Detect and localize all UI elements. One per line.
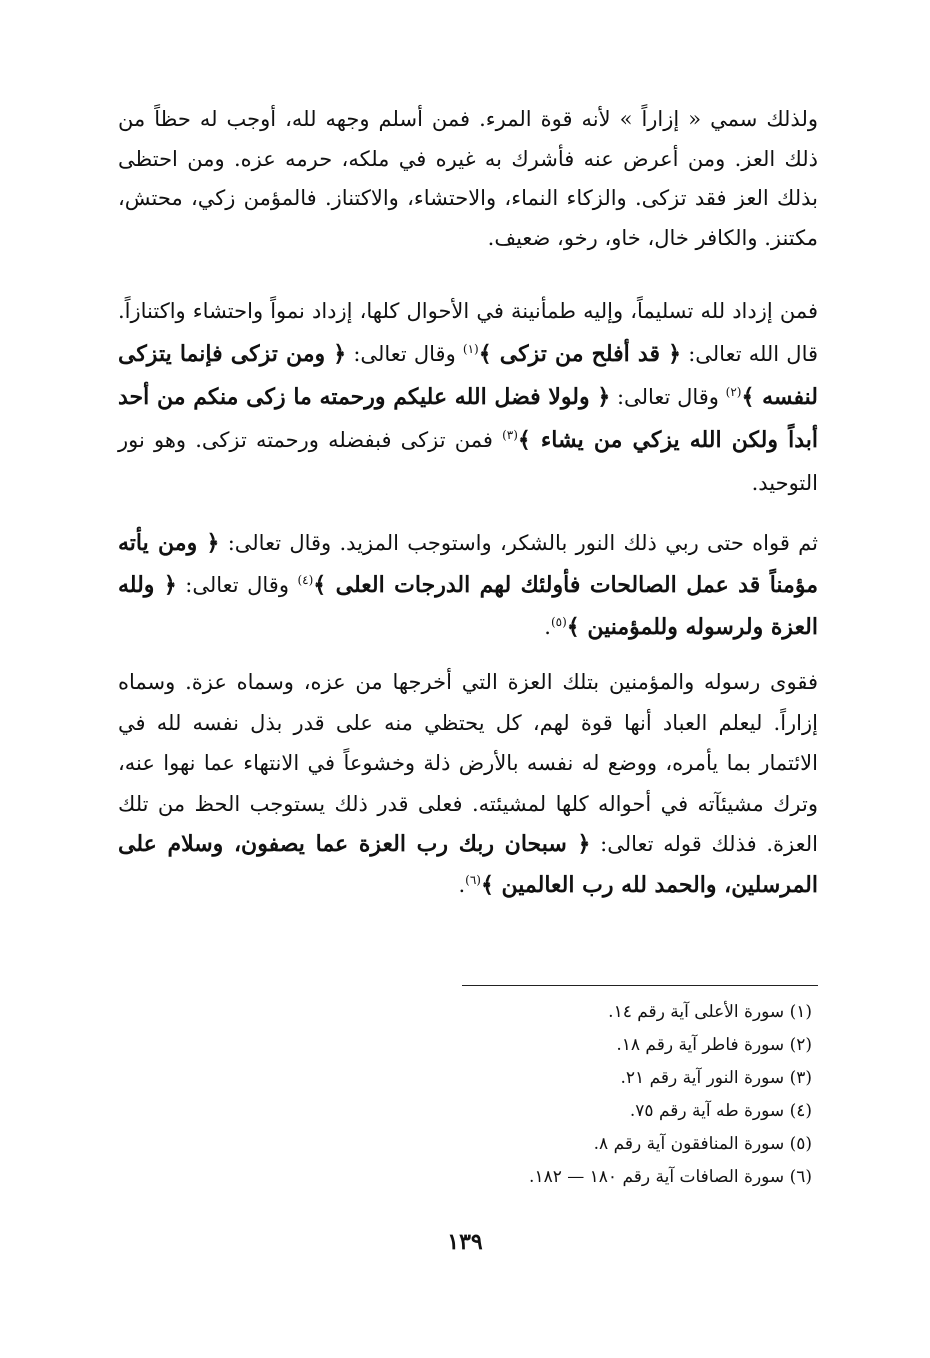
paragraph-2-text-1: فمن إزداد لله تسليماً، وإليه طمأنينة في الأحوال كلها، إزداد نمواً واحتشاء واكتنازاً. قال الله تعالى: [118, 299, 819, 366]
paragraph-3-text-2: وقال تعالى: [185, 573, 289, 597]
paragraph-2-text-3: وقال تعالى: [616, 385, 719, 409]
footnote-ref-3: (٣) [502, 428, 518, 442]
page-number: ١٣٩ [447, 1229, 483, 1255]
quran-verse-3: ﴿ ولولا فضل الله عليكم ورحمته ما زكى منكم من أحد أبداً ولكن الله يزكي من يشاء ﴾ [118, 384, 818, 453]
footnote-6: (٦) سورة الصافات آية رقم ١٨٠ — ١٨٢. [529, 1167, 812, 1187]
footnote-3: (٣) سورة النور آية رقم ٢١. [620, 1068, 812, 1088]
quran-verse-1: ﴿ قد أفلح من تزكى ﴾ [478, 341, 682, 367]
paragraph-3-end: . [544, 615, 551, 639]
paragraph-4 [118, 662, 818, 905]
footnote-5: (٥) سورة المنافقون آية رقم ٨. [593, 1134, 812, 1154]
paragraph-3-text-1: ثم قواه حتى ربي ذلك النور بالشكر، واستوجب المزيد. وقال تعالى: [227, 531, 818, 555]
paragraph-3 [118, 522, 818, 648]
paragraph-1-text: ولذلك سمي « إزاراً » لأنه قوة المرء. فمن أسلم وجهه لله، أوجب له حظاً من ذلك العز. ومن أعرض عنه فأشرك به غيره في ملكه، حرمه عزه. ومن احتظى بذلك العز فقد تزكى. والزكاء النماء، والاحتشاء، والاكتناز. فالمؤمن زكي، محتش، مكتنز. والكافر خال، خاو، رخو، ضعيف. [118, 107, 818, 250]
footnote-4: (٤) سورة طه آية رقم ٧٥. [629, 1101, 812, 1121]
quran-verse-6: ﴿ سبحان ربك رب العزة عما يصفون، وسلام على المرسلين، والحمد لله رب العالمين ﴾ [118, 831, 818, 898]
footnote-divider [462, 985, 818, 986]
footnote-ref-6: (٦) [465, 872, 481, 887]
footnote-ref-2: (٢) [725, 385, 742, 399]
footnote-ref-4: (٤) [297, 573, 314, 587]
paragraph-2-text-4: فمن تزكى فبفضله ورحمته تزكى. وهو نور التوحيد. [118, 428, 818, 495]
quran-verse-2: ﴿ ومن تزكى فإنما يتزكى لنفسه ﴾ [118, 341, 818, 410]
quran-verse-4: ﴿ ومن يأته مؤمناً قد عمل الصالحات فأولئك لهم الدرجات العلى ﴾ [118, 530, 818, 598]
paragraph-4-end: . [458, 872, 466, 897]
footnotes [392, 996, 812, 1194]
footnote-ref-1: (١) [462, 342, 479, 356]
footnote-1: (١) سورة الأعلى آية رقم ١٤. [608, 1002, 812, 1022]
quran-verse-5: ﴿ ولله العزة ولرسوله وللمؤمنين ﴾ [118, 572, 818, 640]
paragraph-2-text-2: وقال تعالى: [353, 342, 456, 366]
paragraph-2 [118, 290, 818, 505]
paragraph-1 [118, 100, 818, 258]
paragraph-4-text-1: فقوى رسوله والمؤمنين بتلك العزة التي أخرجها من عزه، وسماه عزة. وسماه إزاراً. ليعلم العباد أنها قوة لهم، كل يحتظي منه على قدر بذل نفسه لله في الائتمار بما يأمره، ووضع له نفسه بالأرض ذلة وخشوعاً في الانتهاء عما نهوا عنه، وترك مشيئآته في أحواله كلها لمشيئته. فعلى قدر ذلك يستوجب الحظ من تلك العزة. فذلك قوله تعالى: [118, 670, 818, 856]
footnote-ref-5: (٥) [550, 615, 567, 629]
footnote-2: (٢) سورة فاطر آية رقم ١٨. [616, 1035, 812, 1055]
